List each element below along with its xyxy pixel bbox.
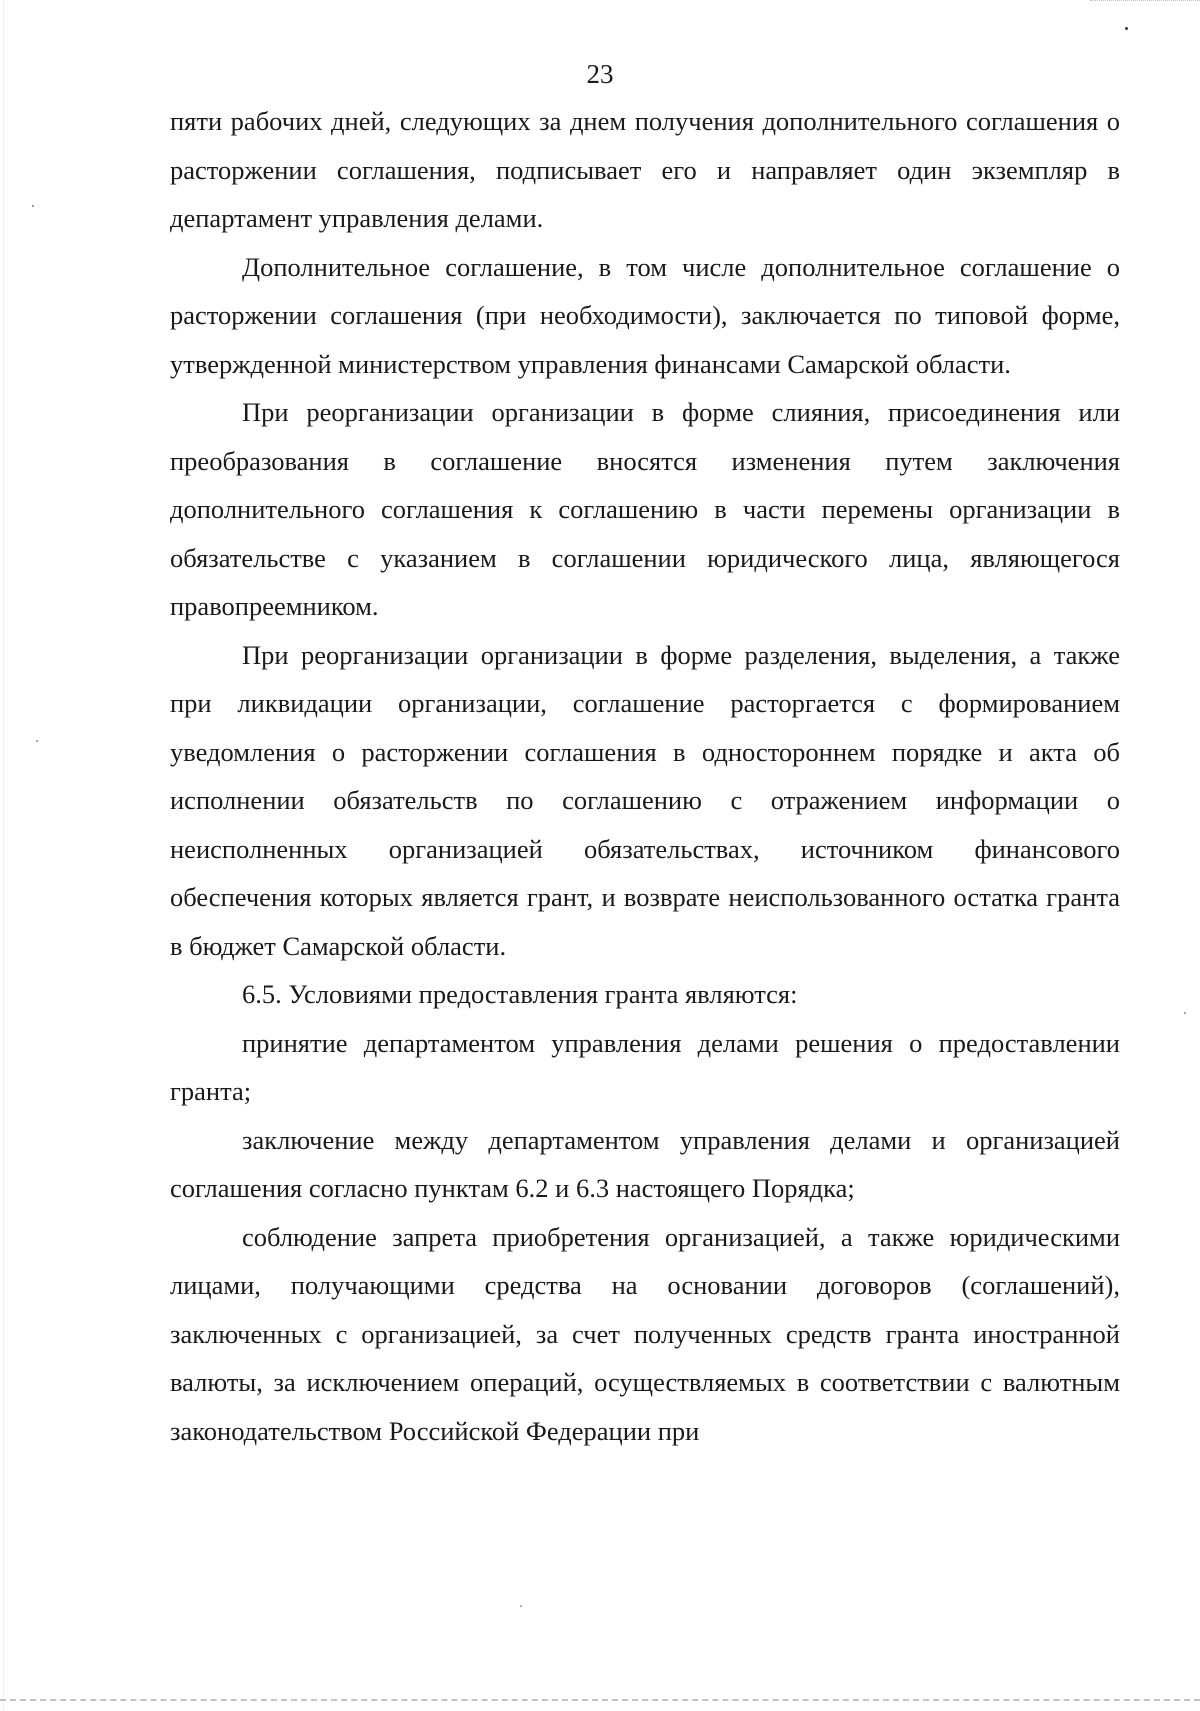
paragraph-continuation: пяти рабочих дней, следующих за днем получения дополнительного соглашения о расторжении соглашения, подписывает его и направляет один экземпляр в департамент управления делами.: [170, 106, 1120, 233]
paragraph-condition-currency-ban: соблюдение запрета приобретения организацией, а также юридическими лицами, получающими средства на основании договоров (соглашений), заключенных с организацией, за счет полученных средств гранта иностранной валюты, за исключением операций, осуществляемых в соответствии с валютным законодательством Российской Федерации при: [170, 1221, 1120, 1446]
paragraph-merger-reorganization: При реорганизации организации в форме слияния, присоединения или преобразования в соглашение вносятся изменения путем заключения дополнительного соглашения к соглашению в части перемены организации в обязательстве с указанием в соглашении юридического лица, являющегося правопреемником.: [170, 397, 1120, 621]
paragraph-condition-agreement: заключение между департаментом управления делами и организацией соглашения согласно пунктам 6.2 и 6.3 настоящего Порядка;: [170, 1124, 1120, 1203]
scan-speck: [36, 740, 38, 742]
scan-speck: [1184, 1012, 1186, 1014]
paragraph-condition-decision: принятие департаментом управления делами решения о предоставлении гранта;: [170, 1027, 1120, 1106]
page-number: 23: [586, 59, 614, 89]
paragraph-additional-agreement: Дополнительное соглашение, в том числе дополнительное соглашение о расторжении соглашения (при необходимости), заключается по типовой форме, утвержденной министерством управления финансами Самарской области.: [170, 251, 1120, 379]
document-body: [170, 97, 1120, 1455]
scan-speck: [520, 1605, 522, 1607]
scan-edge-top: [1090, 0, 1200, 3]
scan-edge-left: [3, 0, 5, 1711]
paragraph-section-6-5-heading: 6.5. Условиями предоставления гранта являются:: [242, 979, 798, 1009]
scan-speck: [1125, 27, 1128, 30]
scan-edge-bottom: [0, 1699, 1200, 1703]
scan-speck: [32, 205, 34, 207]
paragraph-separation-liquidation: При реорганизации организации в форме разделения, выделения, а также при ликвидации организации, соглашение расторгается с формированием уведомления о расторжении соглашения в одностороннем порядке и акта об исполнении обязательств по соглашению с отражением информации о неисполненных организацией обязательствах, источником финансового обеспечения которых является грант, и возврате неиспользованного остатка гранта в бюджет Самарской области.: [170, 639, 1120, 961]
